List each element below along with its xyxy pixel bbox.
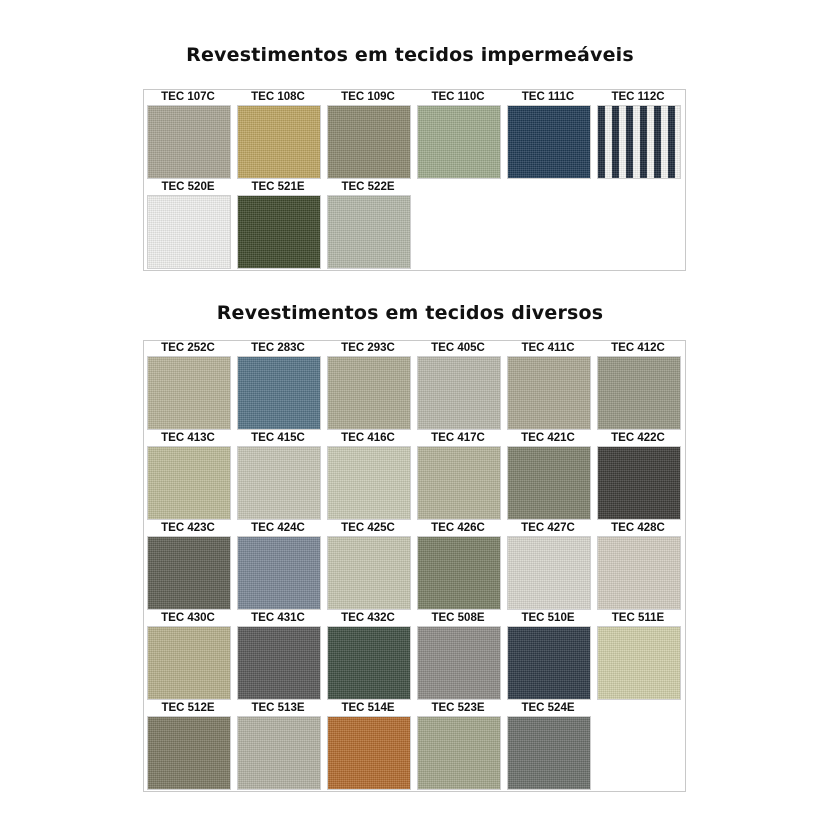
fabric-sample <box>237 105 321 179</box>
fabric-swatch <box>413 700 503 790</box>
fabric-code-label: TEC 415C <box>251 432 305 444</box>
fabric-sample <box>147 105 231 179</box>
fabric-swatch <box>503 610 593 700</box>
fabric-code-label: TEC 107C <box>161 91 215 103</box>
fabric-code-label: TEC 424C <box>251 522 305 534</box>
fabric-code-label: TEC 524E <box>521 702 575 714</box>
fabric-swatch <box>143 430 233 520</box>
fabric-sample <box>507 536 591 610</box>
fabric-swatch <box>233 700 323 790</box>
fabric-swatch <box>503 89 593 179</box>
fabric-swatch <box>503 700 593 790</box>
fabric-swatch <box>413 430 503 520</box>
fabric-swatch <box>233 610 323 700</box>
fabric-code-label: TEC 416C <box>341 432 395 444</box>
fabric-code-label: TEC 510E <box>521 612 575 624</box>
fabric-sample <box>237 536 321 610</box>
fabric-sample <box>327 446 411 520</box>
fabric-sample <box>147 195 231 269</box>
fabric-code-label: TEC 109C <box>341 91 395 103</box>
fabric-code-label: TEC 428C <box>611 522 665 534</box>
fabric-sample <box>327 536 411 610</box>
fabric-code-label: TEC 431C <box>251 612 305 624</box>
fabric-sample <box>147 716 231 790</box>
fabric-sample <box>237 626 321 700</box>
fabric-swatch <box>593 610 683 700</box>
fabric-code-label: TEC 293C <box>341 342 395 354</box>
fabric-sample <box>507 626 591 700</box>
fabric-swatch <box>143 520 233 610</box>
fabric-sample <box>597 536 681 610</box>
fabric-code-label: TEC 523E <box>431 702 485 714</box>
fabric-sample <box>507 446 591 520</box>
fabric-swatch <box>413 340 503 430</box>
fabric-swatch <box>413 89 503 179</box>
fabric-swatch <box>323 430 413 520</box>
fabric-sample <box>237 446 321 520</box>
fabric-swatch <box>593 89 683 179</box>
fabric-code-label: TEC 423C <box>161 522 215 534</box>
fabric-sample <box>417 105 501 179</box>
fabric-sample <box>147 446 231 520</box>
fabric-sample <box>597 446 681 520</box>
fabric-sample <box>507 105 591 179</box>
fabric-code-label: TEC 425C <box>341 522 395 534</box>
fabric-swatch <box>323 520 413 610</box>
fabric-code-label: TEC 112C <box>611 91 665 103</box>
fabric-code-label: TEC 511E <box>611 612 665 624</box>
fabric-code-label: TEC 108C <box>251 91 305 103</box>
fabric-code-label: TEC 283C <box>251 342 305 354</box>
fabric-code-label: TEC 411C <box>521 342 575 354</box>
fabric-code-label: TEC 252C <box>161 342 215 354</box>
fabric-swatch <box>143 179 233 269</box>
fabric-swatch <box>143 340 233 430</box>
fabric-code-label: TEC 513E <box>251 702 305 714</box>
fabric-sample <box>327 626 411 700</box>
fabric-code-label: TEC 111C <box>521 91 575 103</box>
fabric-sample <box>507 356 591 430</box>
fabric-code-label: TEC 520E <box>161 181 215 193</box>
fabric-swatch <box>323 610 413 700</box>
fabric-sample <box>147 626 231 700</box>
fabric-sample <box>597 626 681 700</box>
fabric-sample <box>147 536 231 610</box>
fabric-sample <box>597 356 681 430</box>
fabric-code-label: TEC 405C <box>431 342 485 354</box>
fabric-code-label: TEC 421C <box>521 432 575 444</box>
fabric-code-label: TEC 110C <box>431 91 485 103</box>
fabric-sample <box>507 716 591 790</box>
fabric-swatch <box>323 89 413 179</box>
fabric-code-label: TEC 422C <box>611 432 665 444</box>
fabric-code-label: TEC 432C <box>341 612 395 624</box>
fabric-swatch <box>323 700 413 790</box>
fabric-code-label: TEC 522E <box>341 181 395 193</box>
fabric-sample <box>327 195 411 269</box>
fabric-swatch <box>233 179 323 269</box>
fabric-swatch <box>323 340 413 430</box>
fabric-sample <box>417 446 501 520</box>
fabric-swatch <box>503 340 593 430</box>
fabric-swatch <box>233 520 323 610</box>
fabric-code-label: TEC 514E <box>341 702 395 714</box>
fabric-swatch <box>593 430 683 520</box>
section-title-diversos: Revestimentos em tecidos diversos <box>216 302 604 324</box>
fabric-sample <box>237 356 321 430</box>
fabric-swatch <box>143 89 233 179</box>
fabric-swatch <box>593 340 683 430</box>
fabric-swatch <box>503 520 593 610</box>
fabric-swatch <box>413 520 503 610</box>
fabric-code-label: TEC 413C <box>161 432 215 444</box>
fabric-sample <box>597 105 681 179</box>
fabric-code-label: TEC 430C <box>161 612 215 624</box>
fabric-sample <box>327 356 411 430</box>
fabric-swatch <box>143 700 233 790</box>
fabric-sample <box>327 716 411 790</box>
fabric-swatch <box>593 520 683 610</box>
fabric-swatch <box>143 610 233 700</box>
fabric-sample <box>147 356 231 430</box>
fabric-sample <box>417 626 501 700</box>
fabric-sample <box>417 536 501 610</box>
fabric-sample <box>237 716 321 790</box>
fabric-code-label: TEC 417C <box>431 432 485 444</box>
fabric-swatch <box>233 430 323 520</box>
fabric-code-label: TEC 427C <box>521 522 575 534</box>
fabric-code-label: TEC 521E <box>251 181 305 193</box>
fabric-code-label: TEC 426C <box>431 522 485 534</box>
fabric-code-label: TEC 508E <box>431 612 485 624</box>
fabric-swatch <box>323 179 413 269</box>
fabric-swatch <box>233 340 323 430</box>
fabric-swatch <box>233 89 323 179</box>
section-title-impermeaveis: Revestimentos em tecidos impermeáveis <box>186 44 634 66</box>
fabric-sample <box>237 195 321 269</box>
fabric-code-label: TEC 412C <box>611 342 665 354</box>
fabric-swatch <box>413 610 503 700</box>
fabric-sample <box>417 356 501 430</box>
fabric-swatch <box>503 430 593 520</box>
fabric-sample <box>327 105 411 179</box>
fabric-sample <box>417 716 501 790</box>
fabric-code-label: TEC 512E <box>161 702 215 714</box>
